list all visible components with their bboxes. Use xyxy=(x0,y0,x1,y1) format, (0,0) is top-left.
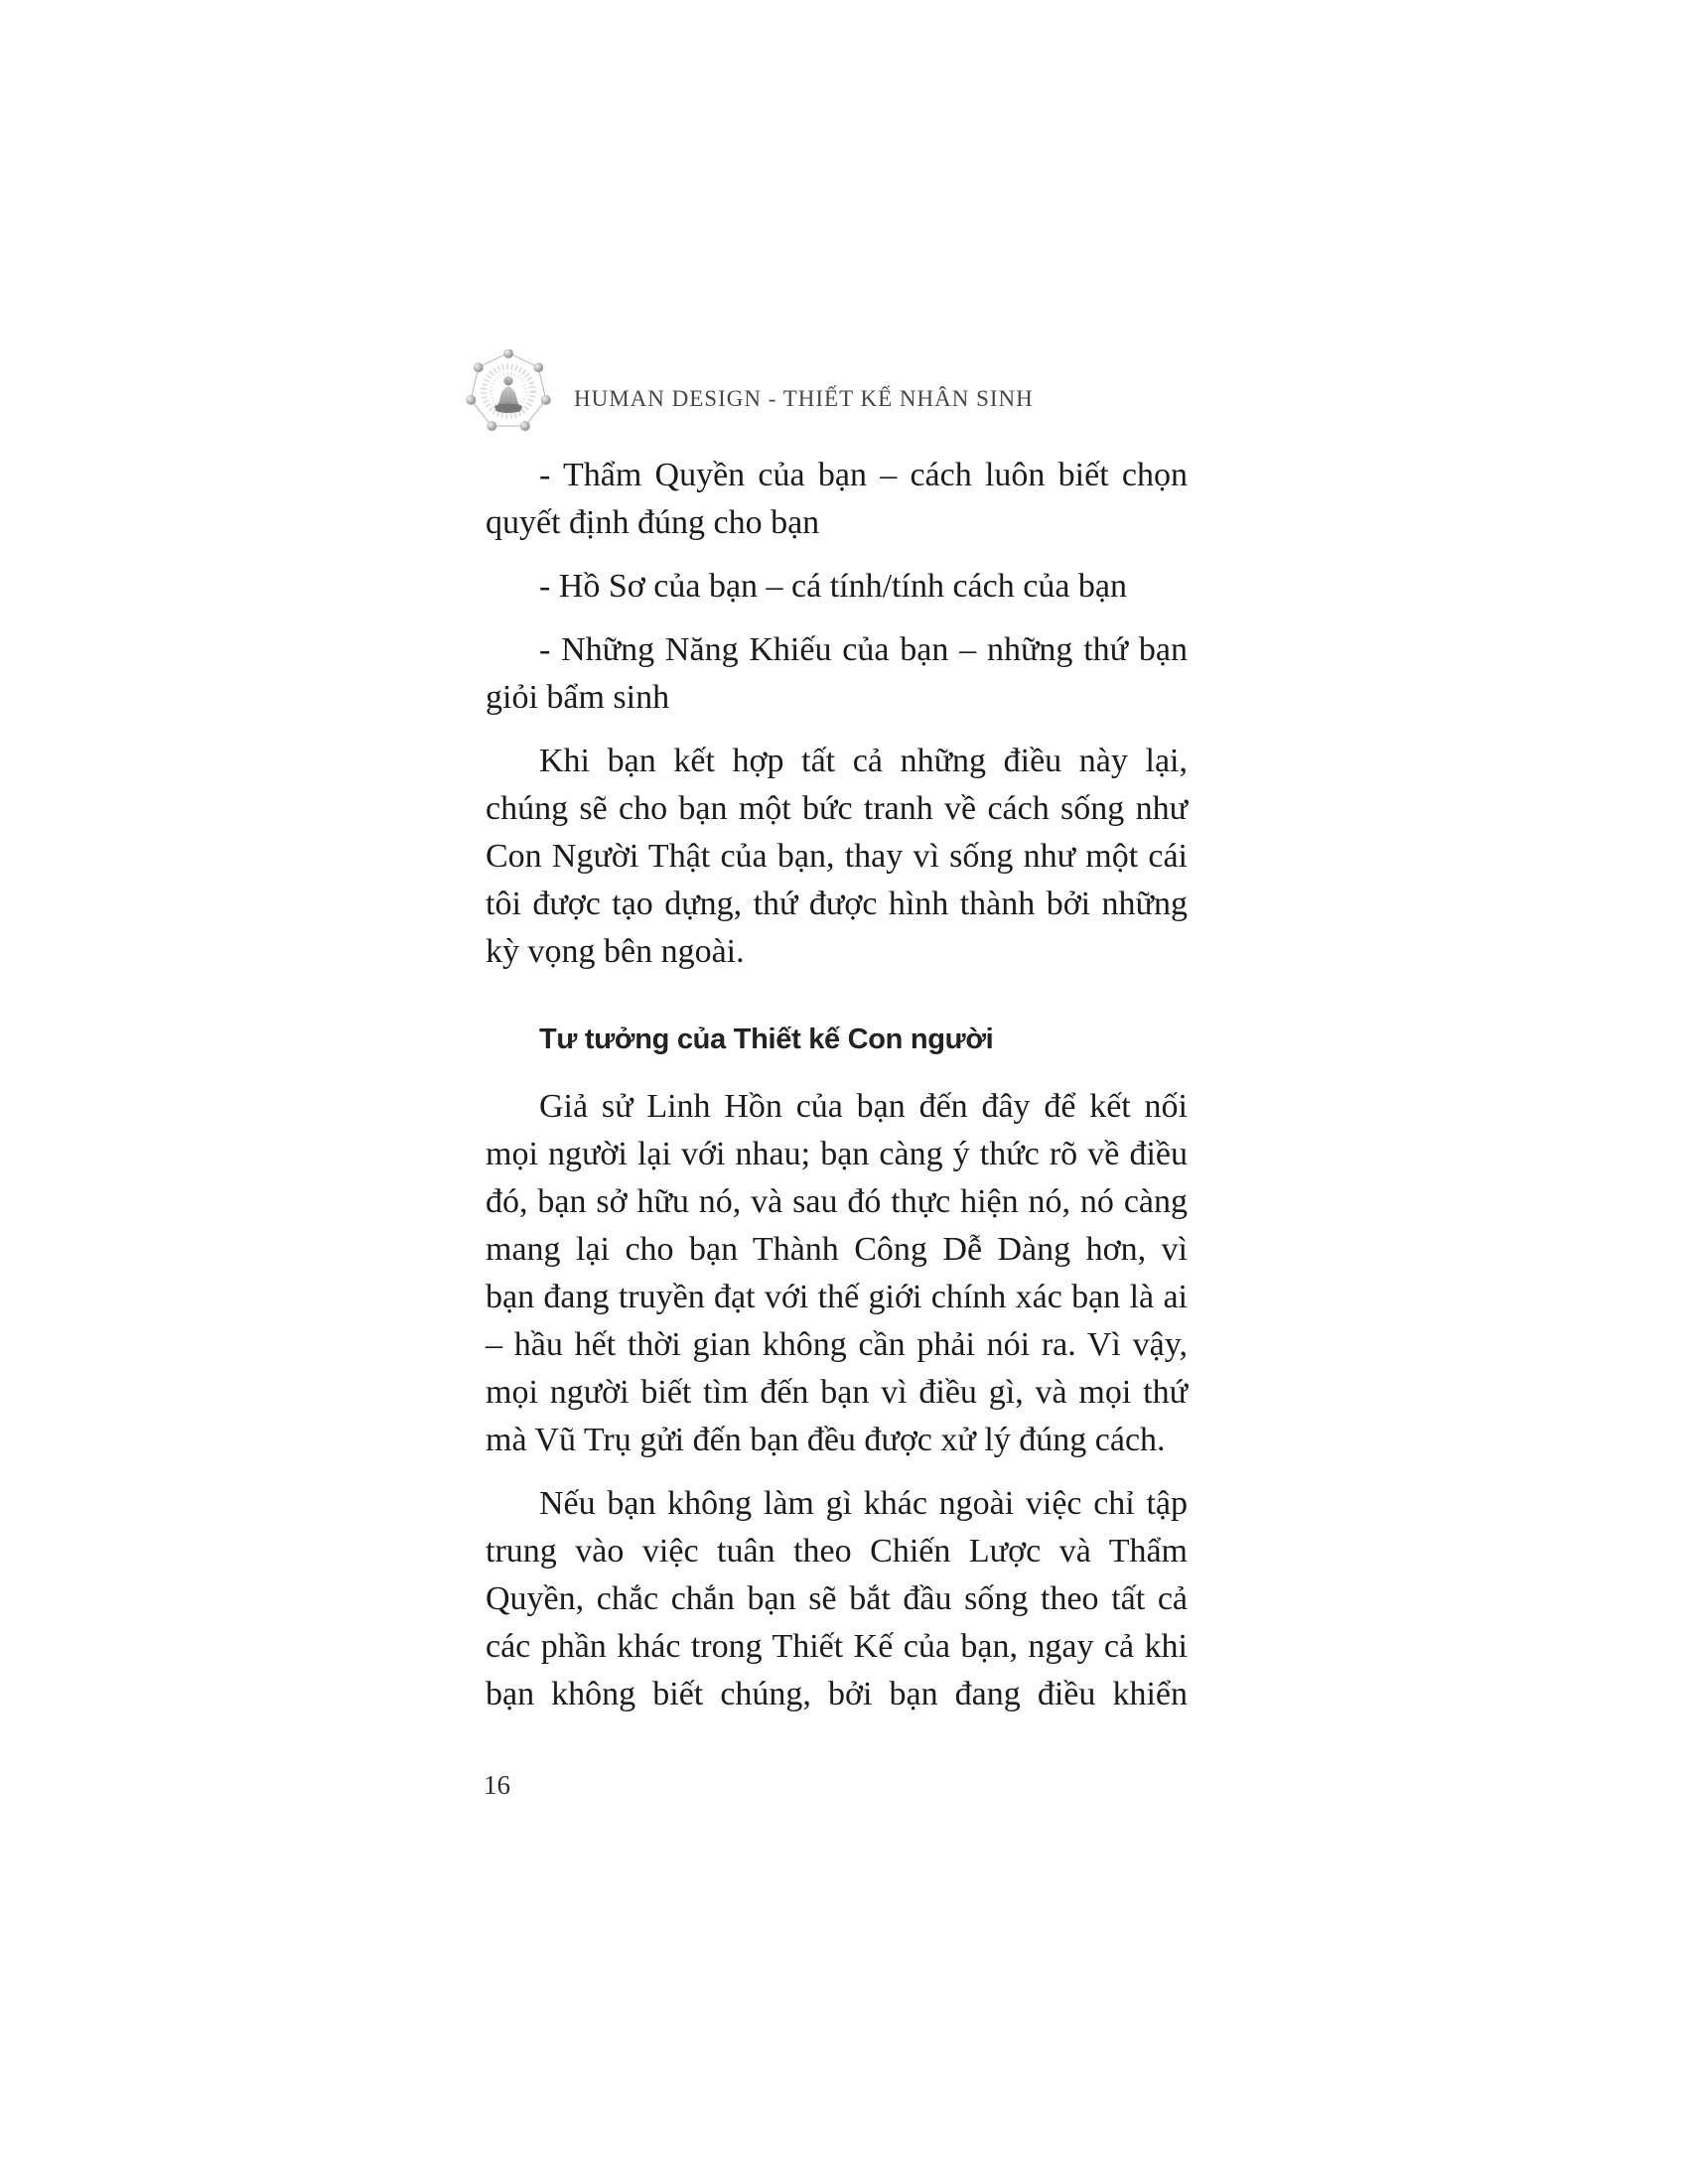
body-line: đó, bạn sở hữu nó, và sau đó thực hiện nó, nó càng xyxy=(486,1183,1188,1220)
body-line: mọi người lại với nhau; bạn càng ý thức rõ về điều xyxy=(486,1136,1188,1172)
body-paragraph xyxy=(486,1480,1188,1718)
body-line: - Thẩm Quyền của bạn – cách luôn biết chọn xyxy=(539,457,1188,493)
body-line: mang lại cho bạn Thành Công Dễ Dàng hơn, vì xyxy=(486,1231,1188,1268)
human-design-mandala-logo-icon xyxy=(465,349,552,437)
body-line: - Những Năng Khiếu của bạn – những thứ bạn xyxy=(539,631,1188,668)
body-line: Quyền, chắc chắn bạn sẽ bắt đầu sống theo tất cả xyxy=(486,1580,1188,1617)
body-line: chúng sẽ cho bạn một bức tranh về cách sống như xyxy=(486,790,1188,827)
body-line: trung vào việc tuân theo Chiến Lược và Thẩm xyxy=(486,1533,1188,1570)
body-line: quyết định đúng cho bạn xyxy=(486,504,820,541)
body-line: - Hồ Sơ của bạn – cá tính/tính cách của bạn xyxy=(539,568,1127,605)
body-line: Nếu bạn không làm gì khác ngoài việc chỉ tập xyxy=(539,1485,1188,1522)
body-line: bạn đang truyền đạt với thế giới chính xác bạn là ai xyxy=(486,1279,1188,1315)
body-line: mọi người biết tìm đến bạn vì điều gì, và mọi thứ xyxy=(486,1374,1188,1411)
body-line: mà Vũ Trụ gửi đến bạn đều được xử lý đúng cách. xyxy=(486,1422,1166,1458)
body-paragraph xyxy=(486,452,1188,547)
body-line: Giả sử Linh Hồn của bạn đến đây để kết nối xyxy=(539,1088,1188,1125)
body-line: Con Người Thật của bạn, thay vì sống như một cái xyxy=(486,838,1188,875)
body-line: giỏi bẩm sinh xyxy=(486,679,670,716)
running-head-title: HUMAN DESIGN - THIẾT KẾ NHÂN SINH xyxy=(574,386,1034,411)
body-line: bạn không biết chúng, bởi bạn đang điều khiển xyxy=(486,1676,1188,1712)
meditating-figure xyxy=(494,376,522,413)
body-paragraph xyxy=(486,563,1188,611)
body-line: tôi được tạo dựng, thứ được hình thành bởi những xyxy=(486,886,1188,922)
section-heading: Tư tưởng của Thiết kế Con người xyxy=(539,1024,994,1055)
body-paragraph xyxy=(486,626,1188,722)
body-line: các phần khác trong Thiết Kế của bạn, ngay cả khi xyxy=(486,1628,1188,1665)
body-line: – hầu hết thời gian không cần phải nói ra. Vì vậy, xyxy=(486,1326,1188,1363)
body-paragraph xyxy=(486,738,1188,976)
body-line: Khi bạn kết hợp tất cả những điều này lại, xyxy=(539,743,1188,779)
body-paragraph xyxy=(486,1083,1188,1464)
body-line: kỳ vọng bên ngoài. xyxy=(486,933,745,970)
text-column xyxy=(486,452,1188,1718)
page-number: 16 xyxy=(484,1770,510,1800)
